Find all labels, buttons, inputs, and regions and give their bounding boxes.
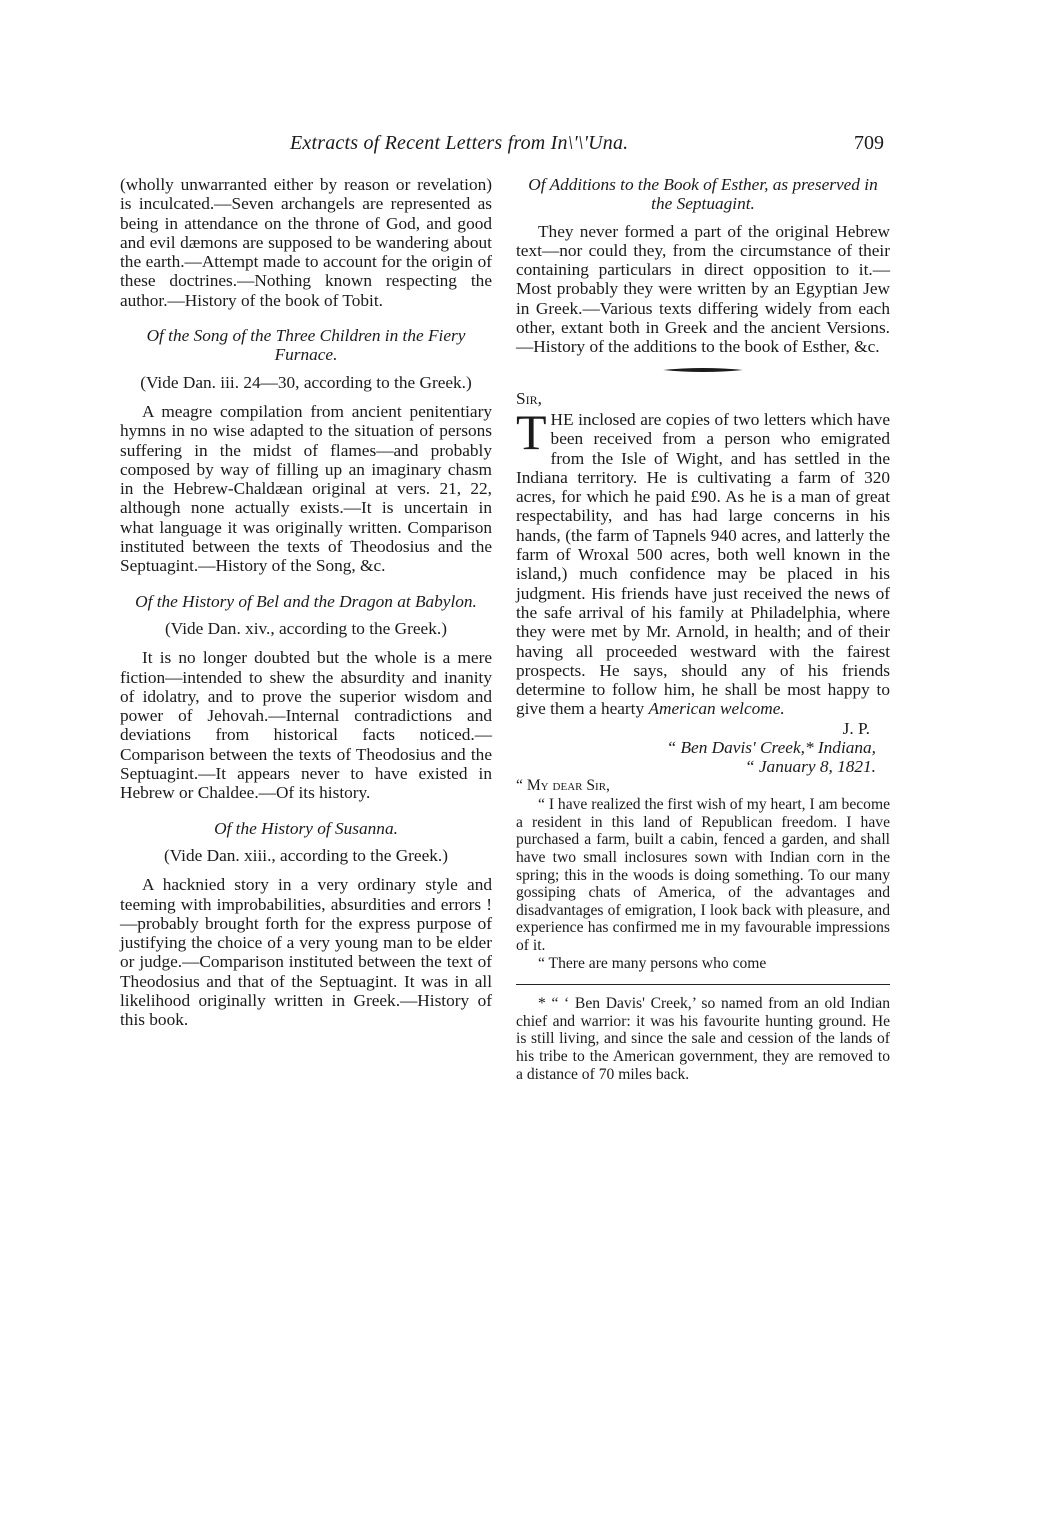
right-column bbox=[516, 175, 890, 1083]
heading-susanna: Of the History of Susanna. bbox=[214, 818, 398, 838]
vide-susanna: (Vide Dan. xiii., according to the Greek.) bbox=[163, 845, 448, 865]
paragraph-bel: It is no longer doubted but the whole is a mere fiction—intended to shew the absurdity and inanity of idolatry, and to prove the superior wisdom and power of Jehovah.—Internal contradictions and deviations from historical facts noticed.—Comparison between the texts of Theodosius and the Septuagint.—It appears never to have existed in Hebrew or Chaldee.—Of its history. bbox=[120, 648, 492, 803]
letter-place: “ Ben Davis' Creek,* Indiana, bbox=[666, 738, 876, 758]
letter-intro-text: HE inclosed are copies of two letters which have been received from a person who emigrated from the Isle of Wight, and has settled in the Indiana territory. He is cultivating a farm of 320 acres, for which he paid £90. As he is a man of great respectability, and has had large concerns in his hands, (the farm of Tapnels 940 acres, and latterly the farm of Wroxal 500 acres, both well known in the island,) much confidence may be placed in his judgment. His friends have just received the news of the safe arrival of his family at Philadelphia, where they were met by Mr. Arnold, in health; and of their having all proceeded westward with the fairest prospects. He says, should any of his friends determine to follow him, he shall be most happy to give them a hearty bbox=[516, 409, 890, 719]
paragraph-tobit: (wholly unwarranted either by reason or revelation) is inculcated.—Seven archangels are represented as being in attendance on the throne of God, and good and evil dæmons are supposed to be wandering about the earth.—Attempt made to account for the origin of these doctrines.—Nothing known respecting the author.—History of the book of Tobit. bbox=[120, 175, 492, 310]
paragraph-song: A meagre compilation from ancient penitentiary hymns in no wise adapted to the situation of persons suffering in the midst of flames—and probably composed by way of filling up an imaginary chasm in the Hebrew-Chaldæan original at vers. 21, 22, although none actually exists.—It is uncertain in what language it was originally written. Comparison instituted between the texts of Theodosius and the Septuagint.—History of the Song, &c. bbox=[120, 401, 492, 576]
heading-song-three-children: Of the Song of the Three Children in the Fiery Furnace. bbox=[146, 326, 466, 365]
letter-paragraph-2: “ There are many persons who come bbox=[538, 954, 767, 972]
heading-esther: Of Additions to the Book of Esther, as preserved in the Septuagint. bbox=[528, 175, 878, 214]
page-number: 709 bbox=[854, 132, 884, 154]
letter-intro-italic: American welcome. bbox=[648, 699, 785, 719]
drop-cap: T bbox=[516, 403, 547, 460]
running-title: Extracts of Recent Letters from In\'\'Una. bbox=[290, 132, 629, 154]
footnote-rule bbox=[516, 984, 890, 985]
heading-bel-dragon: Of the History of Bel and the Dragon at Babylon. bbox=[135, 591, 477, 611]
paragraph-letter-intro bbox=[516, 403, 890, 719]
letter-date: “ January 8, 1821. bbox=[744, 757, 876, 777]
vide-song: (Vide Dan. iii. 24—30, according to the Greek.) bbox=[140, 372, 472, 392]
letter-salutation: “ My dear Sir, bbox=[516, 776, 610, 794]
paragraph-susanna: A hacknied story in a very ordinary style and teeming with improbabilities, absurdities and errors !—probably brought forth for the express purpose of justifying the choice of a very young man to be elder or judge.—Comparison instituted between the text of Theodosius and that of the Septuagint. It was in all likelihood originally written in Greek.—History of this book. bbox=[120, 875, 492, 1030]
left-column bbox=[120, 175, 492, 1030]
salutation: Sir, bbox=[516, 388, 542, 408]
vide-bel: (Vide Dan. xiv., according to the Greek.) bbox=[165, 618, 447, 638]
running-head bbox=[120, 132, 884, 160]
footnote: * “ ‘ Ben Davis' Creek,’ so named from an old Indian chief and warrior: it was his favourite hunting ground. He is still living, and since the sale and cession of the lands of his tribe to the American government, they are removed to a distance of 70 miles back. bbox=[516, 995, 890, 1083]
letter-paragraph-1: “ I have realized the first wish of my heart, I am become a resident in this land of Republican freedom. I have purchased a farm, built a cabin, fenced a garden, and shall have two small inclosures sown with Indian corn in the spring; this in the woods is doing something. To our many gossiping chats of America, of the advantages and disadvantages of emigration, I look back with pleasure, and experience has confirmed me in my favourable impressions of it. bbox=[516, 796, 891, 954]
paragraph-esther: They never formed a part of the original Hebrew text—nor could they, from the circumstance of their containing particulars in direct opposition to it.—Most probably they were written by an Egyptian Jew in Greek.—Various texts differing widely from each other, extant both in Greek and the ancient Versions.—History of the additions to the book of Esther, &c. bbox=[516, 221, 890, 357]
ornament-divider-icon bbox=[663, 365, 743, 375]
letter-body bbox=[516, 777, 890, 973]
signature: J. P. bbox=[842, 718, 870, 738]
